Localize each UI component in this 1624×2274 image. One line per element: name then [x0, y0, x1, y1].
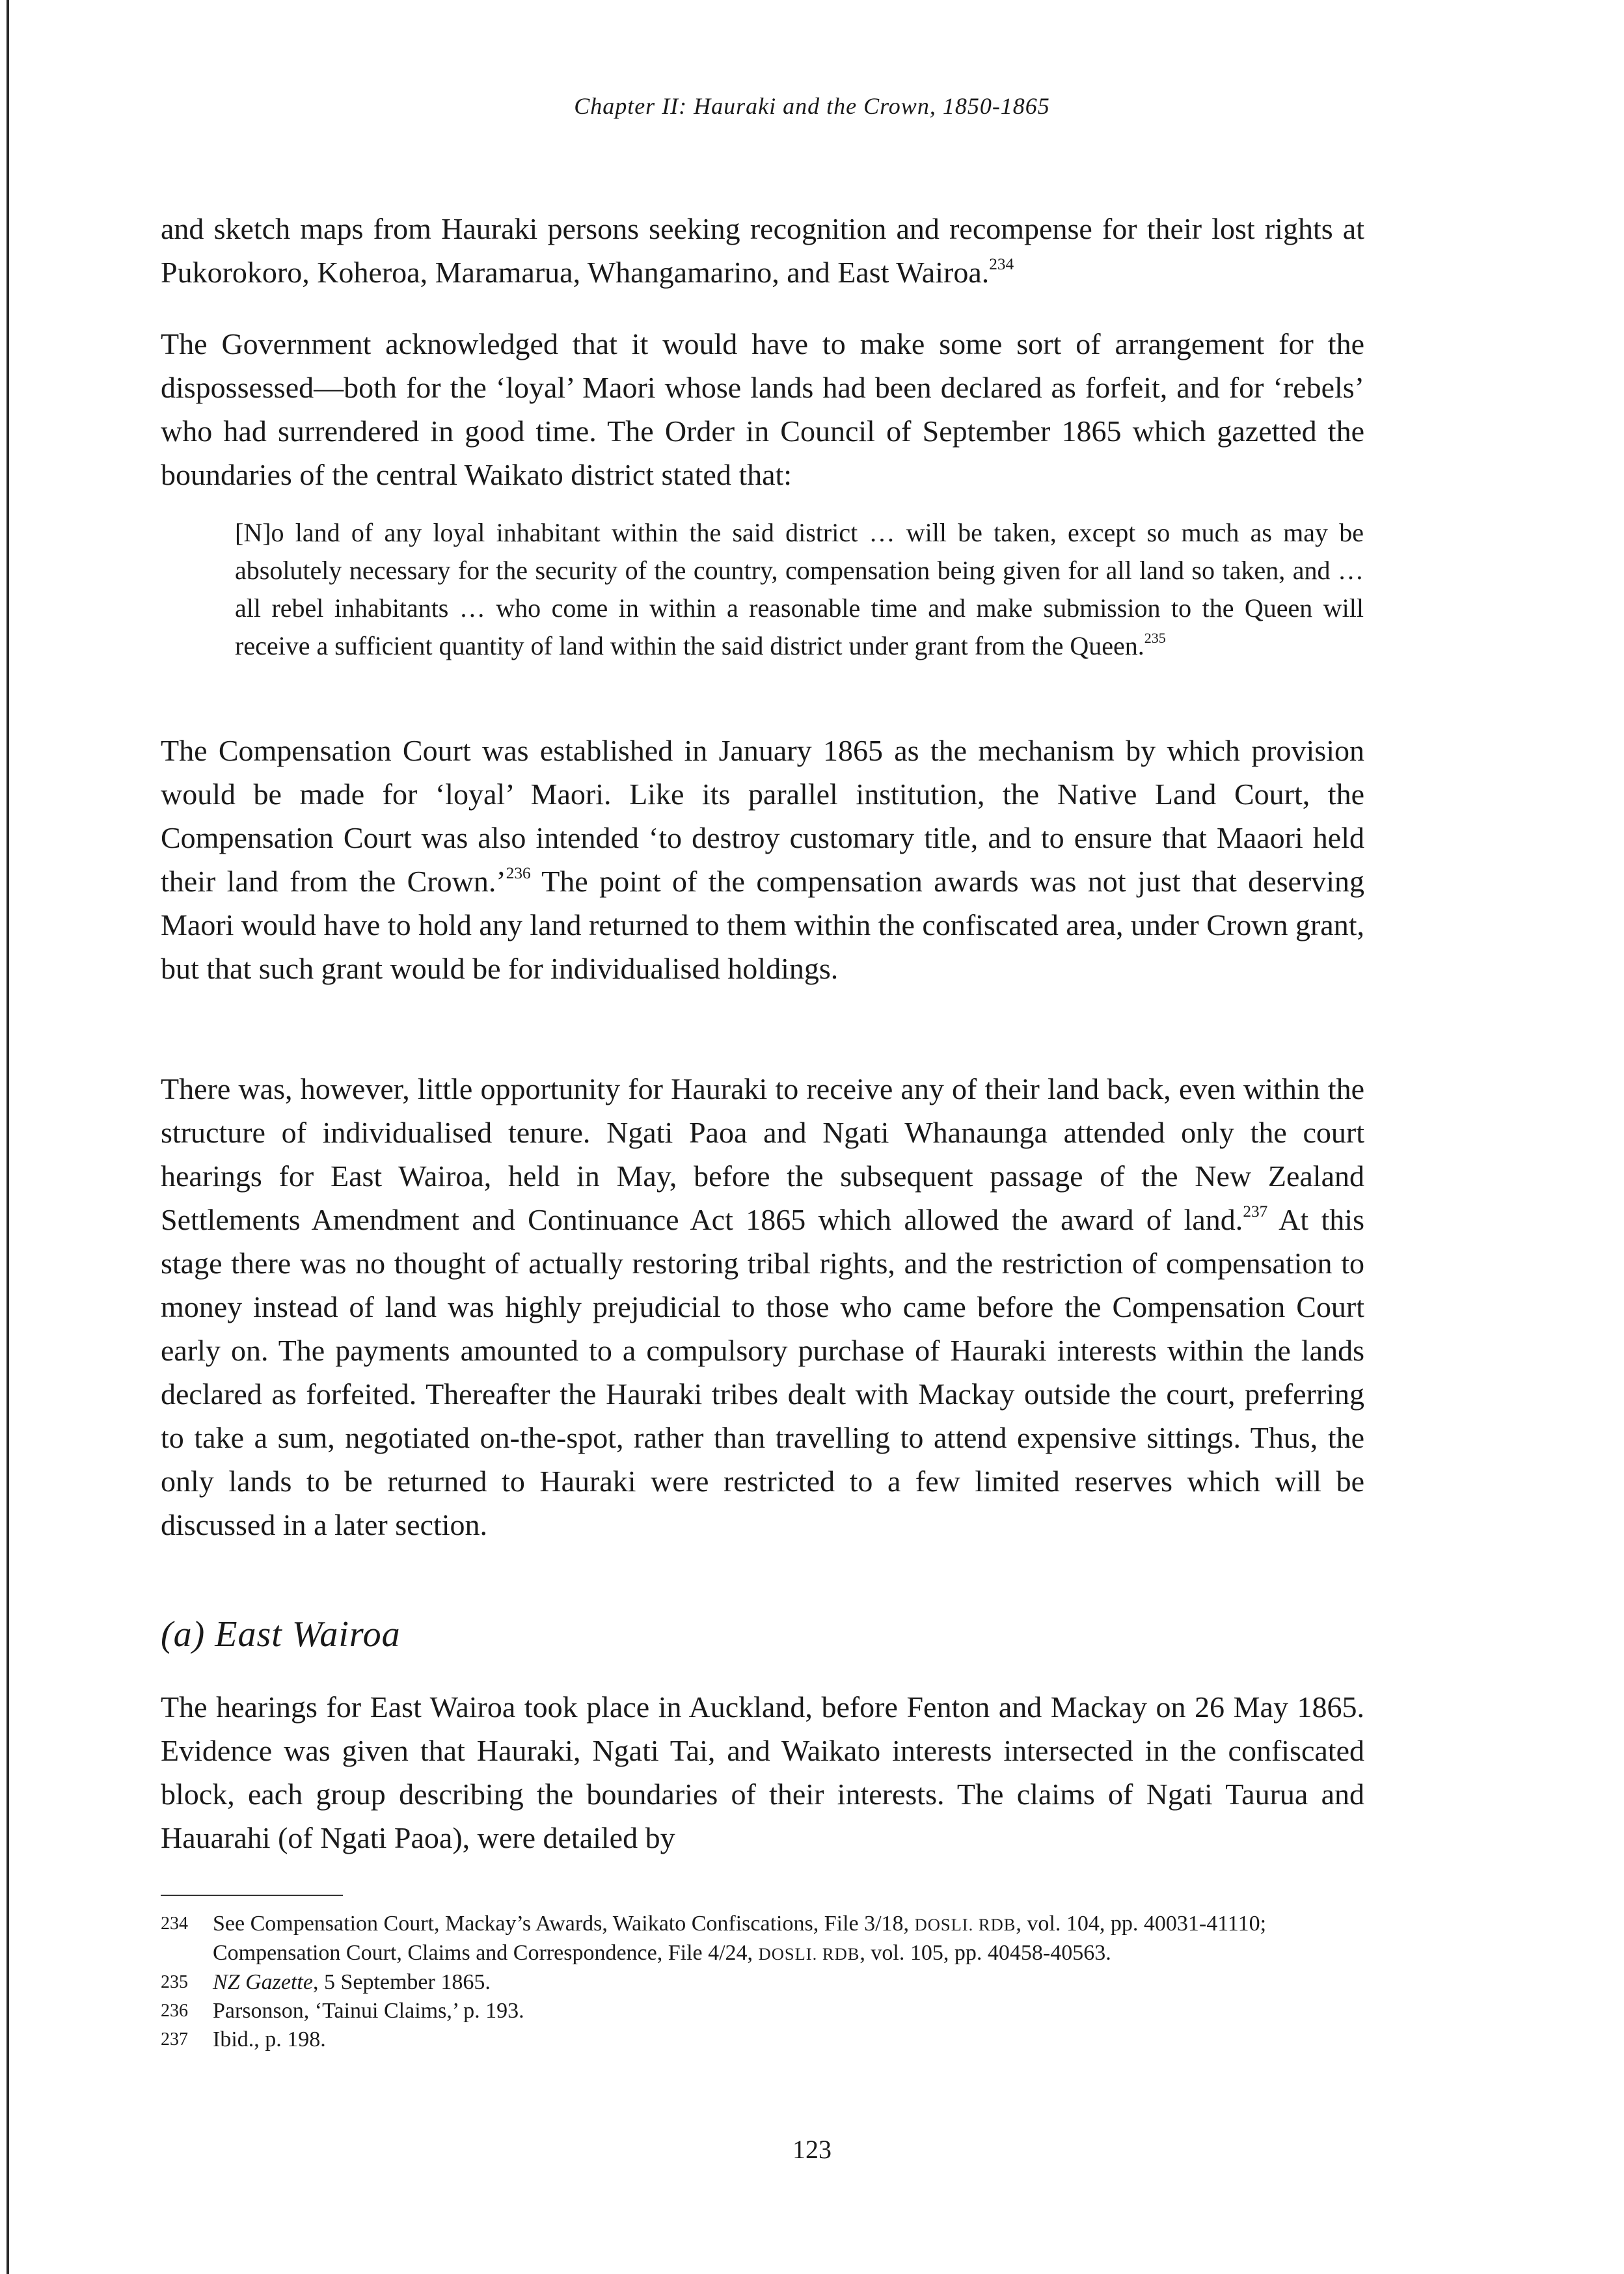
running-head: Chapter II: Hauraki and the Crown, 1850-1865: [574, 93, 1050, 119]
footnote-number: 234: [161, 1914, 188, 1934]
quote-text: [N]o land of any loyal inhabitant within the said district … will be taken, except so much as may be absolutely necessary for the security of the country, compensation being given for all land so taken, and … all rebel inhabitants … who come in within a reasonable time and make submission to the Queen will receive a sufficient quantity of land within the said district under grant from the Queen.: [235, 518, 1364, 660]
paragraph-text: There was, however, little opportunity for Hauraki to receive any of their land back, even within the structure of individualised tenure. Ngati Paoa and Ngati Whanaunga attended only the court hearings for East Wairoa, held in May, before the subsequent passage of the New Zealand Settlements Amendment and Continuance Act 1865 which allowed the award of land.: [161, 1072, 1364, 1236]
footnote-237: [161, 2025, 1371, 2054]
footnote-abbrev: DOSLI. RDB: [758, 1944, 860, 1964]
paragraph-2: [161, 322, 1364, 496]
footnotes: [161, 1910, 1371, 2054]
footnote-235: [161, 1968, 1371, 1997]
footnote-ref[interactable]: 237: [1243, 1202, 1268, 1221]
footnote-text: Ibid., p. 198.: [213, 2027, 326, 2051]
footnote-text: [213, 1968, 1371, 1997]
footnote-ref[interactable]: 235: [1144, 630, 1166, 647]
paragraph-1: [161, 207, 1364, 294]
paragraph-3: [161, 729, 1364, 990]
footnote-text: Parsonson, ‘Tainui Claims,’ p. 193.: [213, 1999, 524, 2023]
footnote-number: 236: [161, 2001, 188, 2021]
footnote-text-part: See Compensation Court, Mackay’s Awards, Waikato Confiscations, File 3/18,: [213, 1912, 915, 1936]
footnote-ref[interactable]: 234: [989, 254, 1014, 273]
block-quote: [235, 514, 1364, 665]
footnote-ref[interactable]: 236: [506, 863, 531, 882]
paragraph-text: At this stage there was no thought of actually restoring tribal rights, and the restriction of compensation to money instead of land was highly prejudicial to those who came before the Compensation Court early on. The payments amounted to a compulsory purchase of Hauraki interests within the lands declared as forfeited. Thereafter the Hauraki tribes dealt with Mackay outside the court, preferring to take a sum, negotiated on-the-spot, rather than travelling to attend expensive sittings. Thus, the only lands to be returned to Hauraki were restricted to a few limited reserves which will be discussed in a later section.: [161, 1203, 1364, 1541]
paragraph-text: The Compensation Court was established in January 1865 as the mechanism by which provision would be made for ‘loyal’ Maori. Like its parallel institution, the Native Land Court, the Compensation Court was also intended ‘to destroy customary title, and to ensure that Maaori held their land from the Crown.’: [161, 734, 1364, 898]
paragraph-text: The hearings for East Wairoa took place in Auckland, before Fenton and Mackay on 26 May 1865. Evidence was given that Hauraki, Ngati Tai, and Waikato interests intersected in the confiscated block, each group describing the boundaries of their interests. The claims of Ngati Taurua and Hauarahi (of Ngati Paoa), were detailed by: [161, 1690, 1364, 1854]
scan-edge-rule: [7, 0, 9, 2274]
footnote-title: NZ Gazette: [213, 1970, 313, 1994]
footnote-text: [213, 1910, 1371, 1968]
footnote-abbrev: DOSLI. RDB: [914, 1915, 1016, 1934]
footnote-divider: [161, 1895, 343, 1896]
footnote-236: [161, 1997, 1371, 2025]
paragraph-text: and sketch maps from Hauraki persons seeking recognition and recompense for their lost rights at Pukorokoro, Koheroa, Maramarua, Whangamarino, and East Wairoa.: [161, 212, 1364, 289]
page-number: 123: [792, 2135, 832, 2164]
footnote-text-part: , 5 September 1865.: [312, 1970, 491, 1994]
paragraph-text: The point of the compensation awards was not just that deserving Maori would have to hold any land returned to them within the confiscated area, under Crown grant, but that such grant would be for individualised holdings.: [161, 865, 1364, 985]
footnote-234: [161, 1910, 1371, 1968]
paragraph-5: [161, 1685, 1364, 1860]
footnote-number: 235: [161, 1972, 188, 1992]
paragraph-4: [161, 1067, 1364, 1547]
footnote-text-part: , vol. 105, pp. 40458-40563.: [859, 1941, 1111, 1965]
footnote-text-part: , vol. 104, pp. 40031-41110; Compensation Court, Claims and Correspondence, File 4/24,: [213, 1912, 1267, 1965]
paragraph-text: The Government acknowledged that it would have to make some sort of arrangement for the dispossessed—both for the ‘loyal’ Maori whose lands had been declared as forfeit, and for ‘rebels’ who had surrendered in good time. The Order in Council of September 1865 which gazetted the boundaries of the central Waikato district stated that:: [161, 327, 1364, 491]
section-heading: (a) East Wairoa: [161, 1614, 401, 1655]
footnote-number: 237: [161, 2029, 188, 2050]
